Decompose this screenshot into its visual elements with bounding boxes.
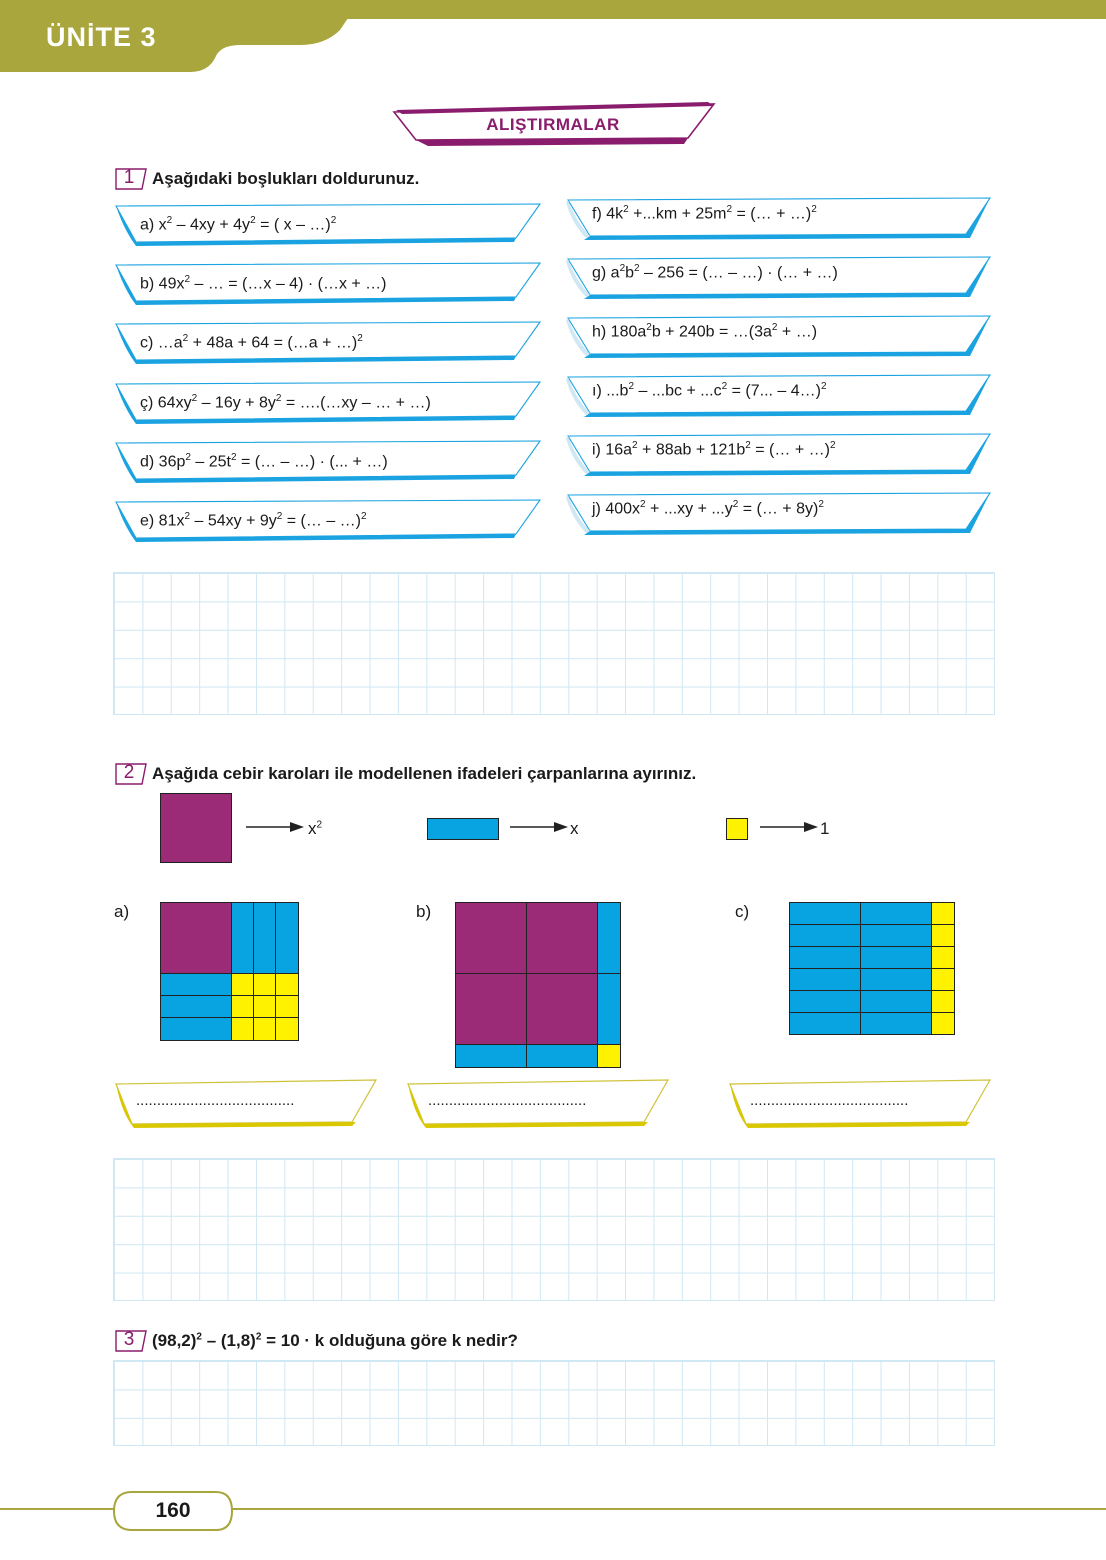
tile-model-c: [789, 902, 955, 1035]
x-tile: [597, 973, 621, 1045]
exercise-item-left-0: [112, 202, 542, 248]
section-title: ALIŞTIRMALAR: [486, 115, 620, 134]
exercise-item-right-5: [562, 491, 992, 537]
arrow-right-icon: [760, 821, 818, 833]
unit-tile: [231, 995, 254, 1018]
x-tile: [789, 946, 861, 969]
model-b-label: b): [416, 902, 432, 921]
page-number: 160: [155, 1499, 191, 1522]
x-tile: [231, 902, 254, 974]
exercise-item-left-4: [112, 439, 542, 485]
work-grid-1: [113, 572, 995, 715]
x-tile: [160, 973, 232, 996]
exercise-item-right-4: [562, 432, 992, 478]
unit-tile: [253, 995, 276, 1018]
legend-x-tile: [427, 818, 499, 840]
exercise-expression: e) $81x^2 - 54xy + 9y^2$ = (… – …)$^2$: [140, 511, 367, 530]
legend-unit-label: 1: [820, 819, 830, 838]
exercise-expression: ı) $...b^2 - ...bc + ...c^2 = (7$... – 4…)$^2$: [592, 381, 827, 400]
exercise-item-right-0: [562, 196, 992, 242]
exercise-expression: a) $x^2 - 4xy + 4y^2$ = ( x – …)$^2$: [140, 215, 337, 234]
legend-x-squared-tile: [160, 793, 232, 863]
unit-tile: [275, 973, 299, 996]
exercise-expression: b) $49x^2$ – … = (…x – 4) · (…x + …): [140, 274, 387, 293]
model-c-label: c): [735, 902, 750, 921]
unit-tile: [931, 1012, 955, 1035]
legend-x-label: x: [570, 819, 579, 838]
work-grid-3: [113, 1360, 995, 1446]
exercise-expression: ç) $64xy^2 - 16y + 8y^2$ = ….(…xy – … + …): [140, 393, 431, 412]
unit-title: ÜNİTE 3: [46, 22, 157, 52]
x-tile: [275, 902, 299, 974]
x-tile: [860, 946, 932, 969]
question-3-prompt: $(98,2)^2 - (1,8)^2 = 10 \cdot k$ olduğuna göre k nedir?: [152, 1331, 518, 1350]
unit-tile: [231, 973, 254, 996]
unit-tile: [931, 924, 955, 947]
question-2-number: 2: [114, 760, 148, 786]
x-tile: [160, 995, 232, 1018]
unit-tile: [253, 973, 276, 996]
unit-tile: [931, 902, 955, 925]
exercise-item-right-2: [562, 314, 992, 360]
x-tile: [160, 1017, 232, 1041]
question-3-number: 3: [114, 1327, 148, 1353]
exercise-item-left-1: [112, 261, 542, 307]
x-tile: [789, 1012, 861, 1035]
exercise-expression: i) $16a^2 + 88ab + 121b^2$ = (… + …)$^2$: [592, 440, 836, 459]
x-squared-tile: [455, 973, 527, 1045]
unit-tile: [931, 990, 955, 1013]
unit-tile: [231, 1017, 254, 1041]
question-1-number: 1: [114, 165, 148, 191]
question-1-prompt: Aşağıdaki boşlukları doldurunuz.: [152, 169, 420, 188]
x-tile: [789, 968, 861, 991]
x-tile: [860, 990, 932, 1013]
x-tile: [860, 924, 932, 947]
exercise-expression: c) $\dots a^2 + 48a + 64$ = (…a + …)$^2$: [140, 333, 363, 352]
legend-x-squared-label: $x^2$: [308, 819, 323, 838]
x-squared-tile: [455, 902, 527, 974]
exercise-expression: g) $a^2b^2 - 256$ = (… – …) · (… + …): [592, 263, 838, 282]
x-tile: [860, 968, 932, 991]
exercise-item-right-3: [562, 373, 992, 419]
arrow-right-icon: [510, 821, 568, 833]
x-tile: [860, 902, 932, 925]
x-tile: [860, 1012, 932, 1035]
exercise-expression: h) $180a^2b + 240b$ = $\dots(3a^2$ + …): [592, 322, 818, 341]
x-tile: [789, 902, 861, 925]
tile-model-a: [160, 902, 299, 1041]
unit-tile: [253, 1017, 276, 1041]
exercise-expression: f) $4k^2 +...km + 25m^2$ = (… + …)$^2$: [592, 204, 817, 223]
unit-tile: [597, 1044, 621, 1068]
x-tile: [789, 924, 861, 947]
x-tile: [253, 902, 276, 974]
question-2-prompt: Aşağıda cebir karoları ile modellenen ifadeleri çarpanlarına ayırınız.: [152, 764, 697, 783]
answer-field-c[interactable]: ......................................: [726, 1078, 996, 1134]
unit-tile: [931, 946, 955, 969]
answer-field-a[interactable]: ......................................: [112, 1078, 382, 1134]
unit-tile: [931, 968, 955, 991]
x-squared-tile: [526, 902, 598, 974]
x-tile: [597, 902, 621, 974]
work-grid-2: [113, 1158, 995, 1301]
exercise-item-right-1: [562, 255, 992, 301]
exercise-expression: j) $400x^2 + ...xy + ...y^2$ = (… + 8y)$^2$: [592, 499, 824, 518]
x-tile: [526, 1044, 598, 1068]
x-squared-tile: [526, 973, 598, 1045]
exercise-expression: d) $36p^2 - 25t^2$ = (… – …) · (... + …): [140, 452, 388, 471]
exercise-item-left-3: [112, 380, 542, 426]
unit-tile: [275, 1017, 299, 1041]
exercise-item-left-5: [112, 498, 542, 544]
unit-tile: [275, 995, 299, 1018]
legend-unit-tile: [726, 818, 748, 840]
model-a-label: a): [114, 902, 130, 921]
x-tile: [789, 990, 861, 1013]
arrow-right-icon: [246, 821, 304, 833]
answer-field-b[interactable]: ......................................: [404, 1078, 674, 1134]
x-squared-tile: [160, 902, 232, 974]
x-tile: [455, 1044, 527, 1068]
tile-model-b: [455, 902, 621, 1068]
exercise-item-left-2: [112, 320, 542, 366]
